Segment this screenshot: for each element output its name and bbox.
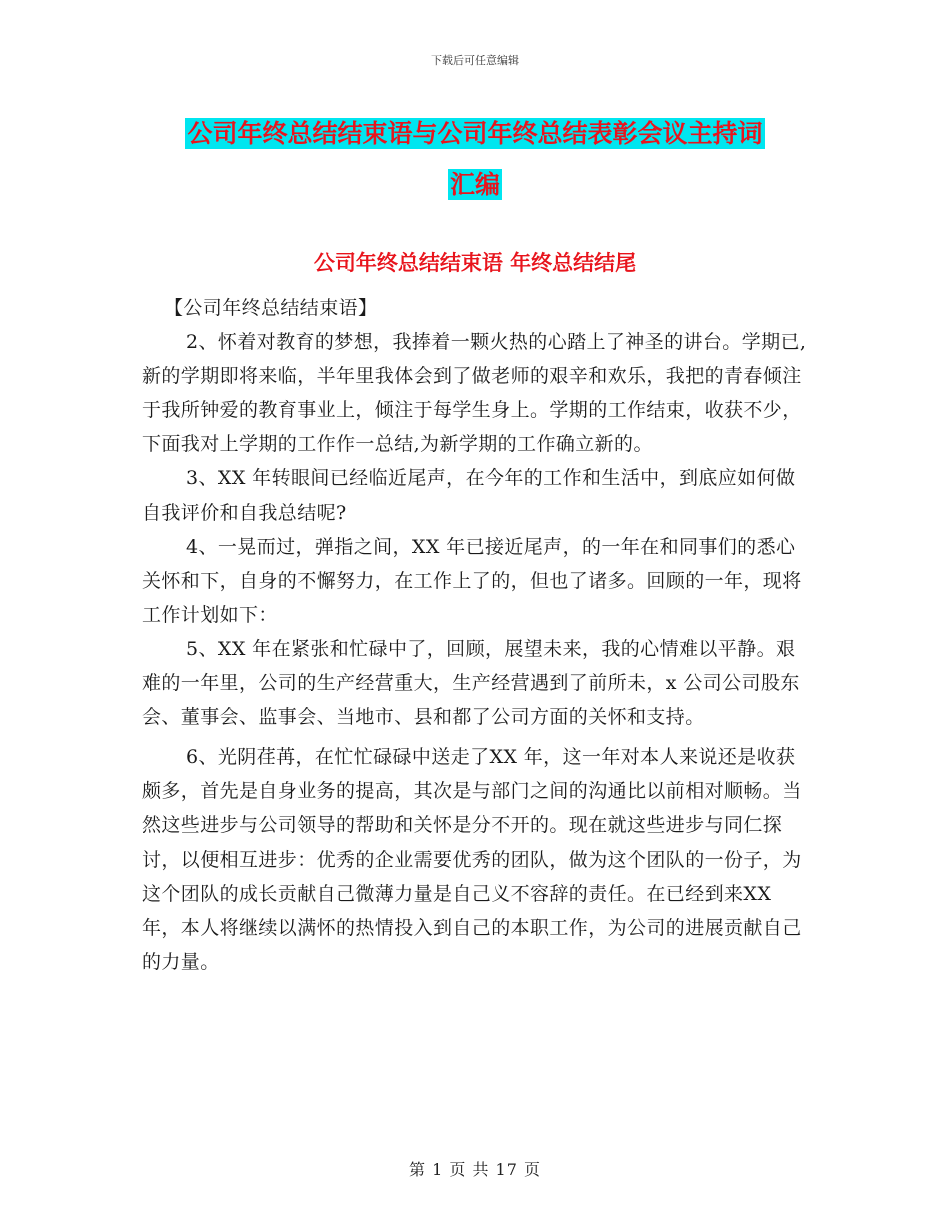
document-body [142,291,810,979]
document-title-line-1: 公司年终总结结束语与公司年终总结表彰会议主持词 [187,119,763,148]
document-title [140,108,810,210]
subheading: 【公司年终总结结束语】 [164,297,378,319]
section-title: 公司年终总结结束语 年终总结结尾 [313,251,637,275]
document-title-line-2: 汇编 [449,170,500,199]
page-header-note: 下载后可任意编辑 [431,54,519,67]
paragraph-3: 3、XX 年转眼间已经临近尾声，在今年的工作和生活中，到底应如何做自我评价和自我总结呢? [142,467,796,524]
page-number: 第 1 页 共 17 页 [409,1160,541,1179]
paragraph-5: 5、XX 年在紧张和忙碌中了，回顾，展望未来，我的心情难以平静。艰难的一年里，公司的生产经营重大，生产经营遇到了前所未，x 公司公司股东会、董事会、监事会、当地市、县和都了公司方面的关怀和支持。 [142,637,800,729]
paragraph-2: 2、怀着对教育的梦想，我捧着一颗火热的心踏上了神圣的讲台。学期已,新的学期即将来临，半年里我体会到了做老师的艰辛和欢乐，我把的青春倾注于我所钟爱的教育事业上，倾注于每学生身上。学期的工作结束，收获不少，下面我对上学期的工作作一总结,为新学期的工作确立新的。 [142,331,807,456]
paragraph-6: 6、光阴荏苒，在忙忙碌碌中送走了XX 年，这一年对本人来说还是收获颇多，首先是自身业务的提高，其次是与部门之间的沟通比以前相对顺畅。当然这些进步与公司领导的帮助和关怀是分不开的。现在就这些进步与同仁探讨，以便相互进步：优秀的企业需要优秀的团队，做为这个团队的一份子，为这个团队的成长贡献自己微薄力量是自己义不容辞的责任。在已经到来XX 年，本人将继续以满怀的热情投入到自己的本职工作，为公司的进展贡献自己的力量。 [142,746,802,973]
paragraph-4: 4、一晃而过，弹指之间，XX 年已接近尾声，的一年在和同事们的悉心关怀和下，自身的不懈努力，在工作上了的，但也了诸多。回顾的一年，现将工作计划如下： [142,535,802,626]
